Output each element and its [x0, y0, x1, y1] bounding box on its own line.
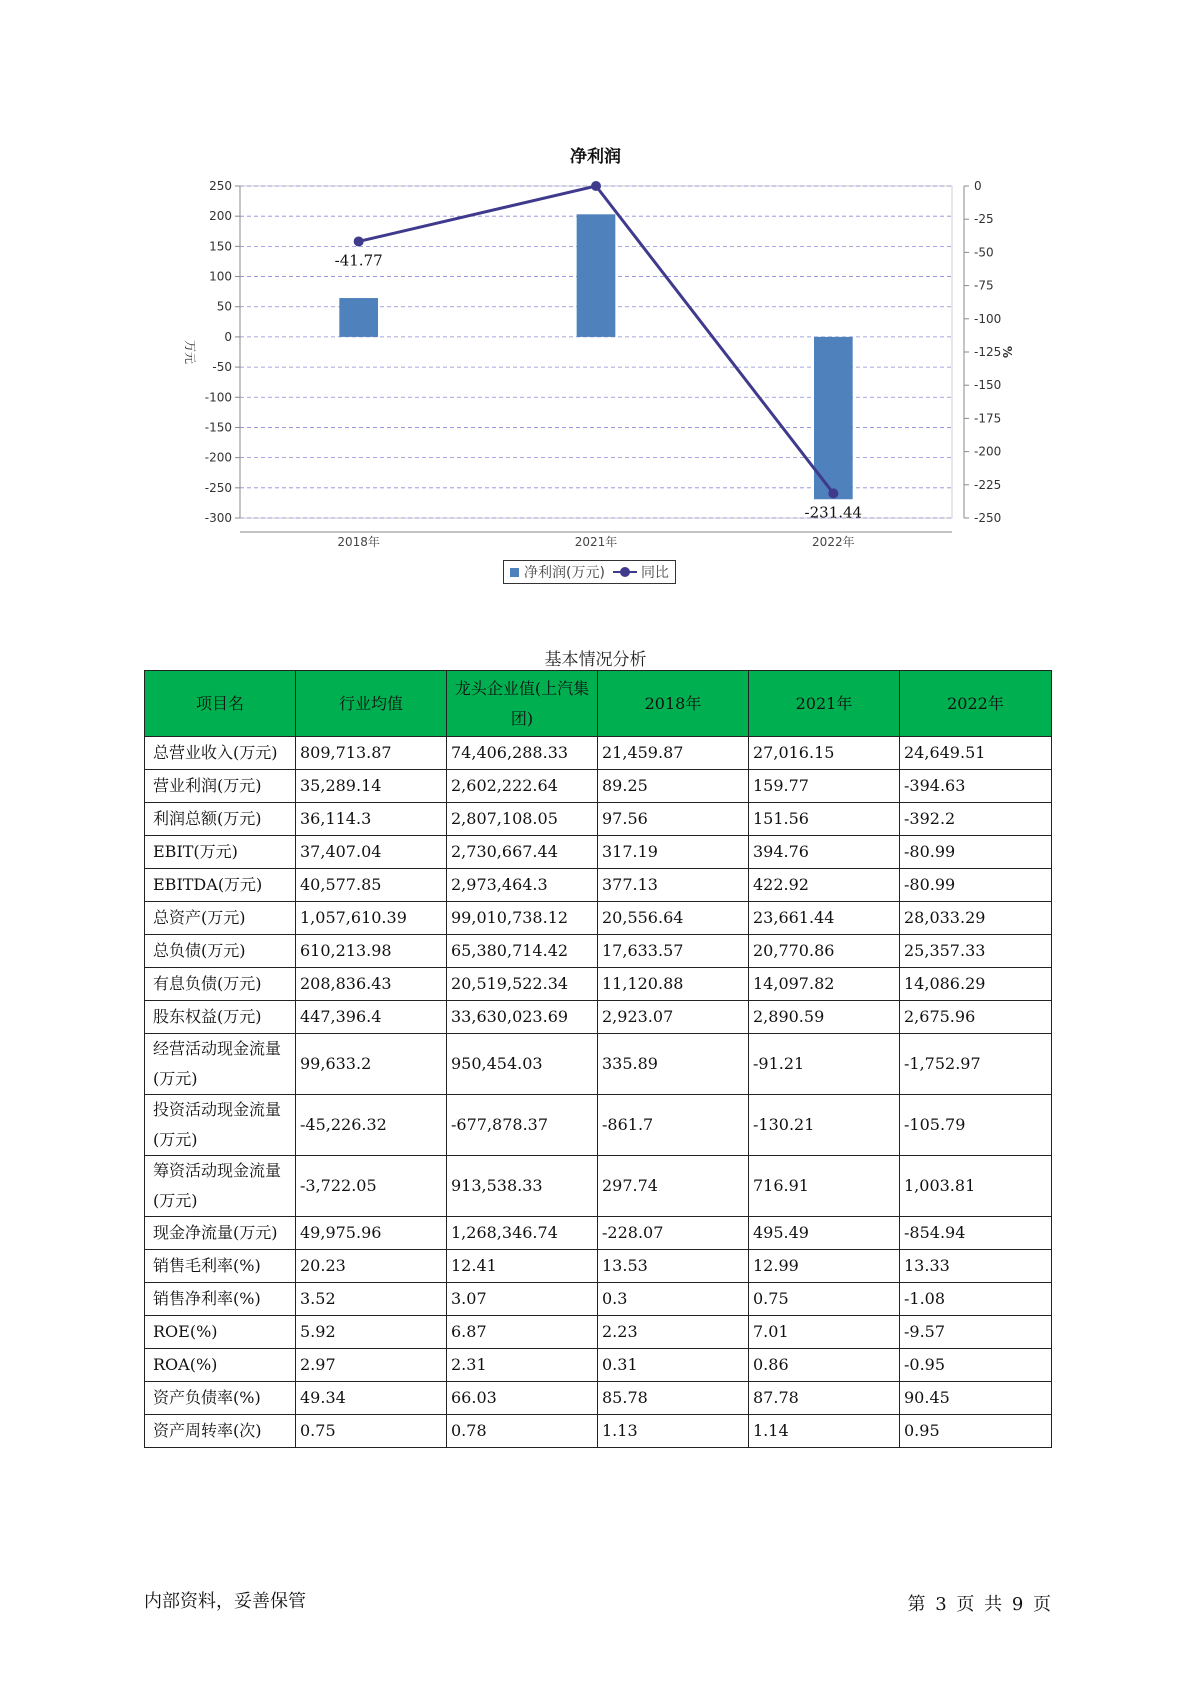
- value-cell: 33,630,023.69: [447, 1001, 598, 1034]
- value-cell: 40,577.85: [296, 869, 447, 902]
- table-row: [145, 1250, 1052, 1283]
- header-cell: 2022年: [900, 671, 1052, 737]
- left-tick-label: -100: [204, 390, 232, 405]
- table-row: [145, 737, 1052, 770]
- table-row: [145, 1382, 1052, 1415]
- left-tick-label: -150: [204, 420, 232, 435]
- header-cell: 行业均值: [296, 671, 447, 737]
- value-cell: 12.99: [749, 1250, 900, 1283]
- header-cell: 2021年: [749, 671, 900, 737]
- table-caption: 基本情况分析: [544, 650, 647, 670]
- table-row: [145, 1095, 1052, 1156]
- value-cell: 716.91: [749, 1156, 900, 1217]
- yoy-point: [591, 181, 601, 191]
- value-cell: -392.2: [900, 803, 1052, 836]
- left-tick-label: -50: [212, 360, 232, 375]
- row-label-cell: 股东权益(万元): [145, 1001, 296, 1034]
- row-label-cell: 总负债(万元): [145, 935, 296, 968]
- row-label-cell: 资产周转率(次): [145, 1415, 296, 1448]
- row-label-cell: 经营活动现金流量(万元): [145, 1034, 296, 1095]
- row-label-cell: EBITDA(万元): [145, 869, 296, 902]
- left-tick-label: -250: [204, 480, 232, 495]
- value-cell: 14,097.82: [749, 968, 900, 1001]
- chart-title: 净利润: [570, 147, 621, 167]
- right-tick-label: -50: [974, 245, 994, 260]
- value-cell: 99,010,738.12: [447, 902, 598, 935]
- table-row: [145, 1217, 1052, 1250]
- value-cell: 0.3: [598, 1283, 749, 1316]
- table-row: [145, 803, 1052, 836]
- value-cell: -394.63: [900, 770, 1052, 803]
- table-row: [145, 1001, 1052, 1034]
- table-header-row: [145, 671, 1052, 737]
- table-row: [145, 902, 1052, 935]
- value-cell: -228.07: [598, 1217, 749, 1250]
- footer-confidential-note: 内部资料，妥善保管: [144, 1591, 306, 1612]
- value-cell: 6.87: [447, 1316, 598, 1349]
- value-cell: 49,975.96: [296, 1217, 447, 1250]
- value-cell: 208,836.43: [296, 968, 447, 1001]
- value-cell: 11,120.88: [598, 968, 749, 1001]
- value-cell: 422.92: [749, 869, 900, 902]
- left-tick-label: 200: [209, 209, 232, 224]
- value-cell: 74,406,288.33: [447, 737, 598, 770]
- value-cell: 610,213.98: [296, 935, 447, 968]
- right-tick-label: 0: [974, 179, 982, 193]
- row-label-cell: 营业利润(万元): [145, 770, 296, 803]
- value-cell: 151.56: [749, 803, 900, 836]
- value-cell: 3.07: [447, 1283, 598, 1316]
- value-cell: 1,003.81: [900, 1156, 1052, 1217]
- value-cell: -1,752.97: [900, 1034, 1052, 1095]
- right-tick-label: -100: [974, 311, 1002, 326]
- value-cell: 65,380,714.42: [447, 935, 598, 968]
- value-cell: 1.13: [598, 1415, 749, 1448]
- yoy-point: [354, 236, 364, 246]
- row-label-cell: 销售毛利率(%): [145, 1250, 296, 1283]
- right-tick-label: -175: [974, 411, 1002, 426]
- value-cell: 13.53: [598, 1250, 749, 1283]
- analysis-table: [144, 670, 1052, 1448]
- row-label-cell: 资产负债率(%): [145, 1382, 296, 1415]
- value-cell: 20.23: [296, 1250, 447, 1283]
- value-cell: 2,973,464.3: [447, 869, 598, 902]
- value-cell: 35,289.14: [296, 770, 447, 803]
- value-cell: 21,459.87: [598, 737, 749, 770]
- bar-series-swatch: [510, 568, 519, 577]
- table-row: [145, 869, 1052, 902]
- x-tick-label: 2022年: [812, 535, 855, 549]
- value-cell: 2.31: [447, 1349, 598, 1382]
- row-label-cell: 筹资活动现金流量(万元): [145, 1156, 296, 1217]
- value-cell: 377.13: [598, 869, 749, 902]
- table-row: [145, 935, 1052, 968]
- value-cell: 17,633.57: [598, 935, 749, 968]
- right-tick-label: -200: [974, 444, 1002, 459]
- net-profit-chart: [0, 0, 1191, 560]
- value-cell: 89.25: [598, 770, 749, 803]
- yoy-data-label: -41.77: [334, 251, 383, 270]
- value-cell: 0.75: [749, 1283, 900, 1316]
- value-cell: 23,661.44: [749, 902, 900, 935]
- right-tick-label: -25: [974, 212, 994, 227]
- value-cell: 20,556.64: [598, 902, 749, 935]
- table-row: [145, 836, 1052, 869]
- right-tick-label: -75: [974, 278, 994, 293]
- value-cell: 97.56: [598, 803, 749, 836]
- row-label-cell: 有息负债(万元): [145, 968, 296, 1001]
- value-cell: -3,722.05: [296, 1156, 447, 1217]
- net-profit-bar: [577, 214, 616, 337]
- value-cell: -45,226.32: [296, 1095, 447, 1156]
- legend-line-label: 同比: [640, 565, 669, 581]
- left-tick-label: 100: [209, 269, 232, 284]
- table-row: [145, 968, 1052, 1001]
- value-cell: 13.33: [900, 1250, 1052, 1283]
- right-tick-label: -150: [974, 378, 1002, 393]
- value-cell: 20,519,522.34: [447, 968, 598, 1001]
- value-cell: 27,016.15: [749, 737, 900, 770]
- value-cell: -1.08: [900, 1283, 1052, 1316]
- value-cell: 14,086.29: [900, 968, 1052, 1001]
- value-cell: -105.79: [900, 1095, 1052, 1156]
- header-cell: 项目名: [145, 671, 296, 737]
- value-cell: 5.92: [296, 1316, 447, 1349]
- row-label-cell: ROE(%): [145, 1316, 296, 1349]
- value-cell: 90.45: [900, 1382, 1052, 1415]
- table-row: [145, 1349, 1052, 1382]
- value-cell: 2.23: [598, 1316, 749, 1349]
- row-label-cell: 销售净利率(%): [145, 1283, 296, 1316]
- row-label-cell: 总营业收入(万元): [145, 737, 296, 770]
- value-cell: -130.21: [749, 1095, 900, 1156]
- row-label-cell: EBIT(万元): [145, 836, 296, 869]
- table-row: [145, 1316, 1052, 1349]
- value-cell: 2,675.96: [900, 1001, 1052, 1034]
- value-cell: -9.57: [900, 1316, 1052, 1349]
- value-cell: 2,923.07: [598, 1001, 749, 1034]
- value-cell: 809,713.87: [296, 737, 447, 770]
- table-row: [145, 1415, 1052, 1448]
- value-cell: 7.01: [749, 1316, 900, 1349]
- value-cell: 913,538.33: [447, 1156, 598, 1217]
- value-cell: -854.94: [900, 1217, 1052, 1250]
- left-tick-label: 250: [209, 179, 232, 193]
- value-cell: 24,649.51: [900, 737, 1052, 770]
- left-tick-label: 0: [224, 329, 232, 344]
- net-profit-bar: [339, 298, 378, 337]
- yoy-point: [828, 488, 838, 498]
- right-tick-label: -250: [974, 511, 1002, 525]
- left-tick-label: -300: [204, 511, 232, 525]
- value-cell: 297.74: [598, 1156, 749, 1217]
- footer-page-number: 第 3 页 共 9 页: [907, 1594, 1051, 1615]
- chart-legend: [503, 560, 676, 584]
- value-cell: 3.52: [296, 1283, 447, 1316]
- table-row: [145, 1034, 1052, 1095]
- value-cell: -80.99: [900, 869, 1052, 902]
- right-tick-label: -125: [974, 345, 1002, 359]
- value-cell: 0.31: [598, 1349, 749, 1382]
- value-cell: -0.95: [900, 1349, 1052, 1382]
- left-tick-label: 150: [209, 239, 232, 254]
- value-cell: 25,357.33: [900, 935, 1052, 968]
- value-cell: 20,770.86: [749, 935, 900, 968]
- value-cell: 159.77: [749, 770, 900, 803]
- left-axis-title: 万元: [183, 339, 197, 365]
- value-cell: 2,890.59: [749, 1001, 900, 1034]
- value-cell: 99,633.2: [296, 1034, 447, 1095]
- row-label-cell: 投资活动现金流量(万元): [145, 1095, 296, 1156]
- row-label-cell: ROA(%): [145, 1349, 296, 1382]
- value-cell: -861.7: [598, 1095, 749, 1156]
- value-cell: 37,407.04: [296, 836, 447, 869]
- x-tick-label: 2018年: [337, 535, 380, 549]
- value-cell: 36,114.3: [296, 803, 447, 836]
- value-cell: 317.19: [598, 836, 749, 869]
- row-label-cell: 总资产(万元): [145, 902, 296, 935]
- table-row: [145, 1283, 1052, 1316]
- value-cell: 0.95: [900, 1415, 1052, 1448]
- value-cell: 447,396.4: [296, 1001, 447, 1034]
- value-cell: 49.34: [296, 1382, 447, 1415]
- value-cell: 1,057,610.39: [296, 902, 447, 935]
- value-cell: 66.03: [447, 1382, 598, 1415]
- value-cell: 12.41: [447, 1250, 598, 1283]
- value-cell: -91.21: [749, 1034, 900, 1095]
- value-cell: -80.99: [900, 836, 1052, 869]
- line-series-swatch: [613, 567, 637, 577]
- value-cell: -677,878.37: [447, 1095, 598, 1156]
- value-cell: 87.78: [749, 1382, 900, 1415]
- value-cell: 0.86: [749, 1349, 900, 1382]
- value-cell: 950,454.03: [447, 1034, 598, 1095]
- value-cell: 1.14: [749, 1415, 900, 1448]
- right-tick-label: -225: [974, 477, 1002, 492]
- row-label-cell: 利润总额(万元): [145, 803, 296, 836]
- value-cell: 0.78: [447, 1415, 598, 1448]
- value-cell: 0.75: [296, 1415, 447, 1448]
- left-tick-label: -200: [204, 450, 232, 465]
- value-cell: 2.97: [296, 1349, 447, 1382]
- value-cell: 1,268,346.74: [447, 1217, 598, 1250]
- value-cell: 2,730,667.44: [447, 836, 598, 869]
- row-label-cell: 现金净流量(万元): [145, 1217, 296, 1250]
- right-axis-title: %: [1000, 345, 1014, 359]
- table-row: [145, 770, 1052, 803]
- value-cell: 394.76: [749, 836, 900, 869]
- legend-bar-label: 净利润(万元): [524, 565, 605, 581]
- value-cell: 2,602,222.64: [447, 770, 598, 803]
- value-cell: 335.89: [598, 1034, 749, 1095]
- table-row: [145, 1156, 1052, 1217]
- value-cell: 85.78: [598, 1382, 749, 1415]
- x-tick-label: 2021年: [574, 535, 618, 549]
- value-cell: 495.49: [749, 1217, 900, 1250]
- yoy-data-label: -231.44: [804, 503, 863, 522]
- header-cell: 2018年: [598, 671, 749, 737]
- value-cell: 2,807,108.05: [447, 803, 598, 836]
- header-cell: 龙头企业值(上汽集团): [447, 671, 598, 737]
- left-tick-label: 50: [216, 299, 232, 314]
- value-cell: 28,033.29: [900, 902, 1052, 935]
